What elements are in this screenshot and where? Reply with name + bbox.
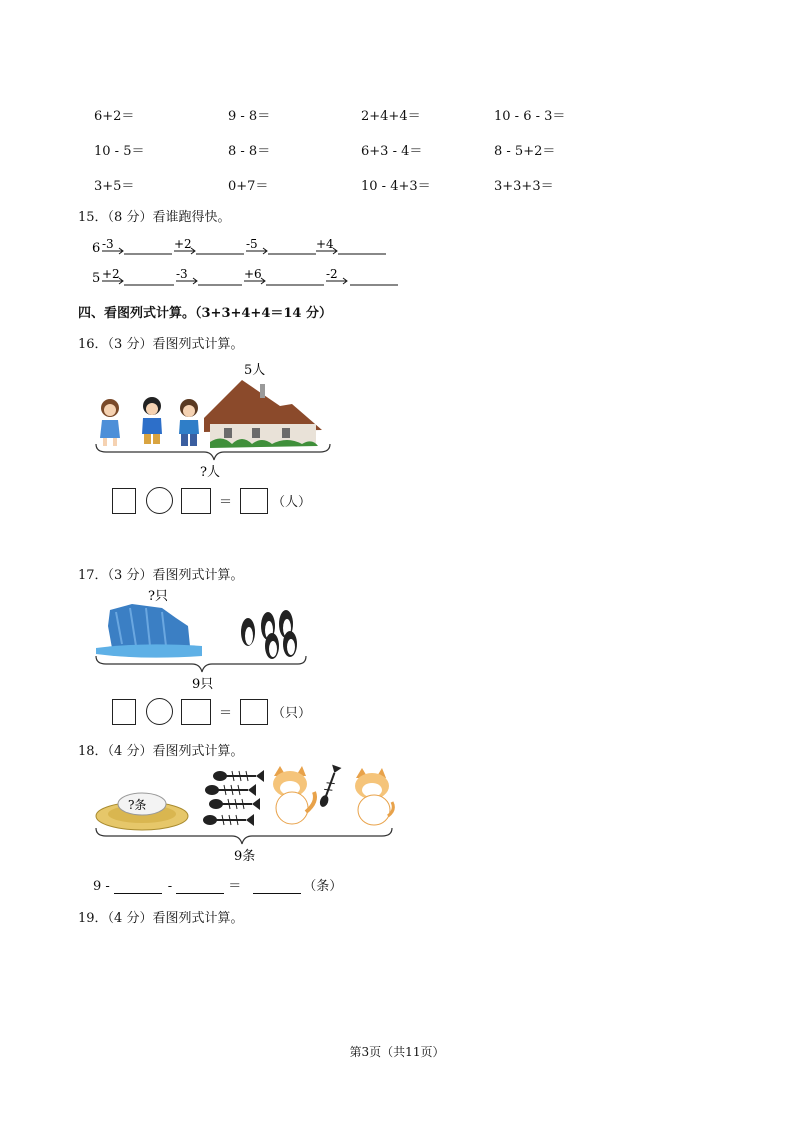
arith-item: 10 - 5＝ <box>94 144 145 159</box>
q18-eq-start: 9 - <box>93 879 110 894</box>
q15-row1-op3: -5 <box>246 237 258 251</box>
q18-picture <box>92 762 397 866</box>
answer-box[interactable] <box>240 699 268 725</box>
cat-icon <box>355 768 393 825</box>
equals-sign: ＝ <box>219 706 233 721</box>
q17-picture <box>92 586 312 696</box>
cat-icon <box>273 766 315 824</box>
equals-sign: ＝ <box>219 495 233 510</box>
q15-row2-op2: -3 <box>176 267 188 281</box>
q18-plate-label: ?条 <box>128 798 147 812</box>
q16-unit: （人） <box>272 495 312 510</box>
brace-icon <box>96 656 306 672</box>
q15-row1-op4: +4 <box>316 237 334 251</box>
answer-blank[interactable] <box>114 892 162 894</box>
q17-unit: （只） <box>272 706 312 721</box>
page-footer: 第3页（共11页） <box>349 1045 445 1059</box>
q18-bottom-label: 9条 <box>234 849 256 864</box>
q16-title: 16．（3 分）看图列式计算。 <box>78 337 244 352</box>
arith-item: 6+2＝ <box>94 109 135 124</box>
q15-row2-op4: -2 <box>326 267 338 281</box>
q15-row1 <box>92 237 386 256</box>
arith-item: 3+3+3＝ <box>494 179 554 194</box>
answer-blank[interactable] <box>176 892 224 894</box>
q18-unit: （条） <box>303 879 343 894</box>
answer-blank[interactable] <box>253 892 301 894</box>
q17-answer-row <box>112 698 311 725</box>
arith-item: 6+3 - 4＝ <box>361 144 423 159</box>
q15-chain <box>88 234 408 290</box>
operator-circle[interactable] <box>146 487 173 514</box>
arith-item: 2+4+4＝ <box>361 109 421 124</box>
answer-box[interactable] <box>240 488 268 514</box>
arith-item: 8 - 8＝ <box>228 144 271 159</box>
q17-bottom-label: 9只 <box>192 677 214 692</box>
q15-row1-op1: -3 <box>102 237 114 251</box>
arith-item: 10 - 4+3＝ <box>361 179 431 194</box>
arith-item: 8 - 5+2＝ <box>494 144 556 159</box>
house-icon <box>204 380 322 448</box>
q18-title: 18．（4 分）看图列式计算。 <box>78 744 244 759</box>
arith-item: 0+7＝ <box>228 179 269 194</box>
fishbones-icon <box>203 765 342 826</box>
equals-sign: ＝ <box>228 879 242 894</box>
operator-circle[interactable] <box>146 698 173 725</box>
section-4-title: 四、看图列式计算。（3+3+4+4＝14 分） <box>78 306 332 321</box>
arith-item: 3+5＝ <box>94 179 135 194</box>
q18-equation <box>93 875 342 894</box>
q15-row2-op1: +2 <box>102 267 120 281</box>
q17-title: 17．（3 分）看图列式计算。 <box>78 568 244 583</box>
q16-answer-row <box>112 487 311 514</box>
answer-box[interactable] <box>181 699 211 725</box>
q15-row2 <box>92 267 398 286</box>
answer-box[interactable] <box>112 699 136 725</box>
penguins-icon <box>241 610 297 659</box>
q16-top-label: 5人 <box>244 363 266 378</box>
q18-eq-minus: - <box>167 879 173 894</box>
q16-picture <box>92 358 342 482</box>
q15-title: 15．（8 分）看谁跑得快。 <box>78 210 231 225</box>
q15-row1-start: 6 <box>92 241 101 256</box>
arith-item: 10 - 6 - 3＝ <box>494 109 566 124</box>
answer-box[interactable] <box>181 488 211 514</box>
q19-title: 19．（4 分）看图列式计算。 <box>78 911 244 926</box>
iceberg-icon <box>96 604 202 658</box>
kids-group-icon <box>100 397 199 446</box>
plate-icon <box>96 793 188 830</box>
q15-row2-start: 5 <box>92 271 101 286</box>
q15-row1-op2: +2 <box>174 237 192 251</box>
q16-bottom-label: ?人 <box>200 465 220 480</box>
arith-item: 9 - 8＝ <box>228 109 271 124</box>
answer-box[interactable] <box>112 488 136 514</box>
q17-top-label: ?只 <box>148 589 168 604</box>
q15-row2-op3: +6 <box>244 267 262 281</box>
